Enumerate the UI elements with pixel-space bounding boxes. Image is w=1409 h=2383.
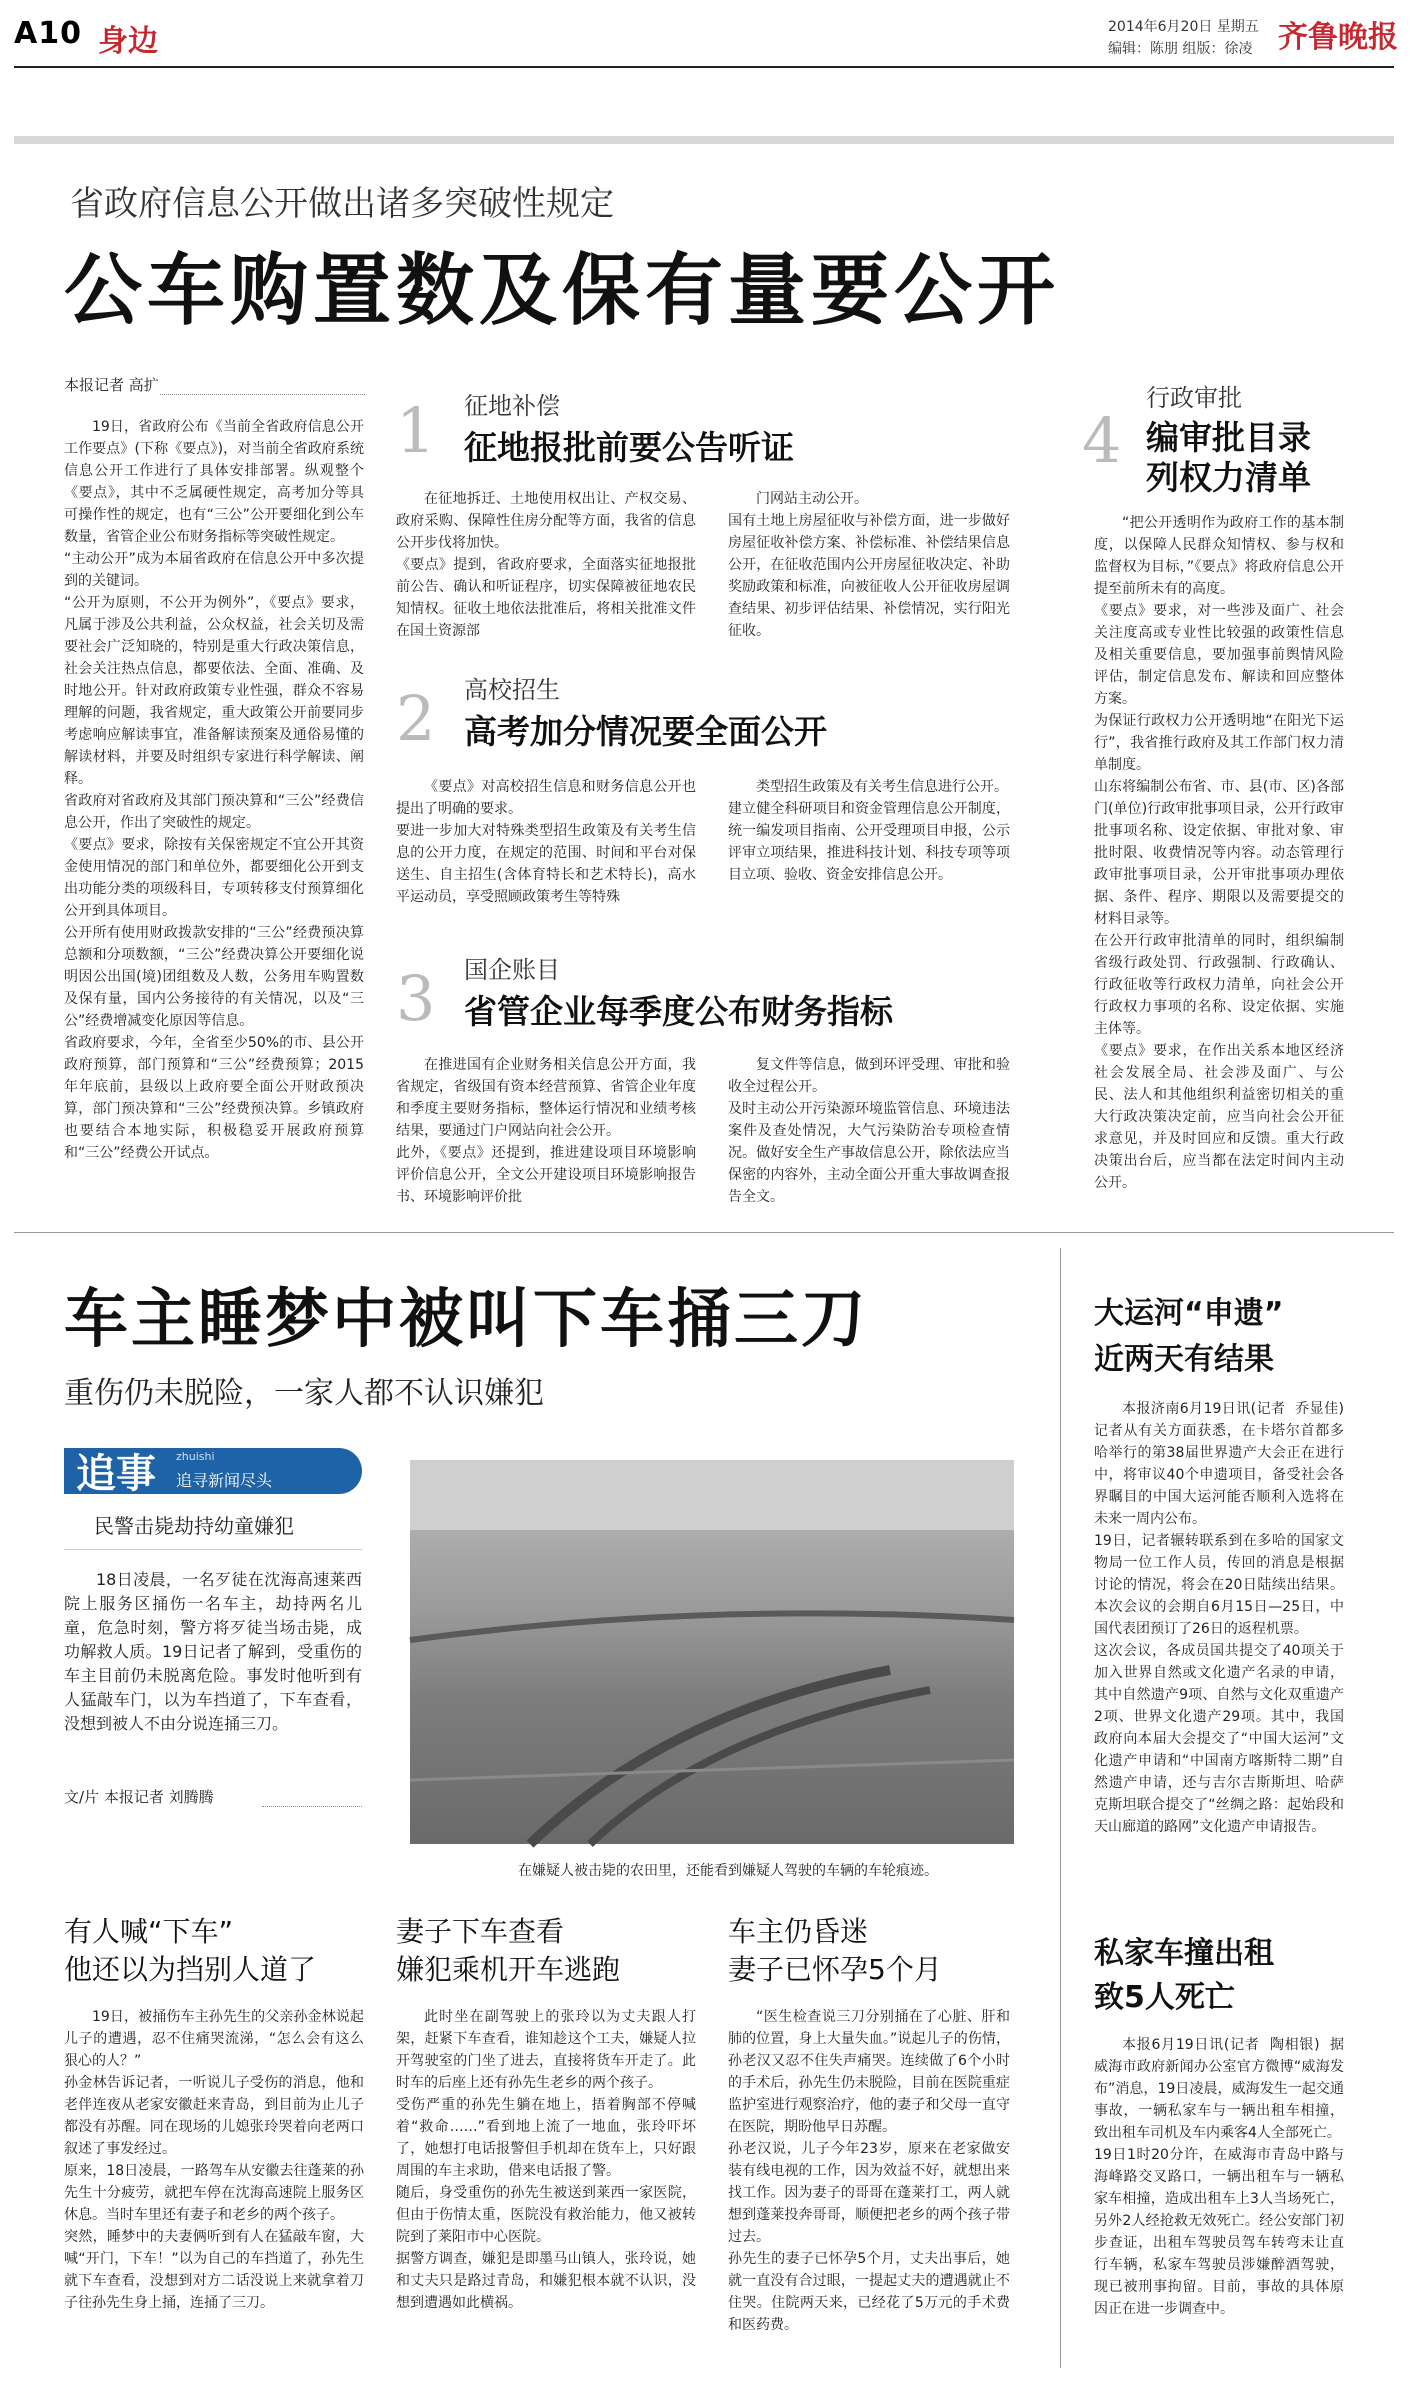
brief-2-body: 本报6月19日讯(记者 陶相银) 据威海市政府新闻办公室官方微博“威海发布”消息，19日凌晨，威海发生一起交通事故，一辆私家车与一辆出租车相撞，致出租车司机及车内乘客4人全部死亡。 19日1时20分许，在威海市青岛中路与海峰路交叉路口，一辆出租车与一辆私家车相撞，造成出租车上3人当场死亡，另外2人经抢救无效死亡。经公安部门初步查证，出租车驾驶员驾车转弯未让直行车辆，私家车驾驶员涉嫌醉酒驾驶，现已被刑事拘留。目前，事故的具体原因正在进一步调查中。 [1094, 2037, 1344, 2317]
field-photo [410, 1460, 1014, 1844]
header-bar [14, 136, 1394, 144]
badge-box [64, 1430, 362, 1550]
section-number: 4 [1082, 404, 1122, 477]
section-kicker: 国企账目 [464, 956, 560, 984]
lead-byline: 本报记者 高扩 [64, 376, 159, 394]
subhead-2-line2: 嫌犯乘机开车逃跑 [396, 1953, 621, 1986]
page-number: A10 [14, 16, 82, 51]
badge-note: 民警击毙劫持幼童嫌犯 [94, 1514, 294, 1538]
story-subhead: 重伤仍未脱险，一家人都不认识嫌犯 [64, 1376, 544, 1411]
subhead-1-line1: 有人喊“下车” [64, 1915, 234, 1948]
lead-headline: 公车购置数及保有量要公开 [64, 246, 1061, 336]
section-kicker: 行政审批 [1146, 384, 1242, 412]
section-body-left: 《要点》对高校招生信息和财务信息公开也提出了明确的要求。 要进一步加大对特殊类型招生政策及有关考生信息的公开力度，在规定的范围、时间和平台对保送生、自主招生(含体育特长和艺术特长)，高水平运动员，享受照顾政策考生等特殊 [396, 779, 696, 905]
header-rule [14, 66, 1394, 68]
story-body-1: 19日，被捅伤车主孙先生的父亲孙金林说起儿子的遭遇，忍不住痛哭流涕，“怎么会有这么狠心的人？” 孙金林告诉记者，一听说儿子受伤的消息，他和老伴连夜从老家安徽赶来青岛，到目前为止儿子都没有苏醒。同在现场的儿媳张玲哭着向老两口叙述了事发经过。 原来，18日凌晨，一路驾车从安徽去往蓬莱的孙先生十分疲劳，就把车停在沈海高速院上服务区休息。当时车里还有妻子和老乡的两个孩子。 突然，睡梦中的夫妻俩听到有人在猛敲车窗，大喊“开门，下车！”以为自己的车挡道了，孙先生就下车查看，没想到对方二话没说上来就拿着刀子往孙先生身上捅，连捅了三刀。 [64, 2009, 364, 2311]
section-body-right: 类型招生政策及有关考生信息进行公开。 建立健全科研项目和资金管理信息公开制度，统一编发项目指南、公开受理项目申报，公示评审立项结果，推进科技计划、科技专项等项目立项、验收、资金安排信息公开。 [728, 779, 1010, 883]
column-divider [1060, 1248, 1061, 2368]
section-body-right: 门网站主动公开。 国有土地上房屋征收与补偿方面，进一步做好房屋征收补偿方案、补偿标准、补偿结果信息公开，在征收范围内公开房屋征收决定、补助奖励政策和标准，向被征收人公开征收房屋调查结果、初步评估结果、补偿情况，实行阳光征收。 [728, 491, 1010, 639]
section-name: 身边 [98, 24, 158, 59]
section-body-left: 在征地拆迁、土地使用权出让、产权交易、政府采购、保障性住房分配等方面，我省的信息公开步伐将加快。 《要点》提到，省政府要求，全面落实征地报批前公告、确认和听证程序，切实保障被征地农民知情权。征收土地依法批准后，将相关批准文件在国土资源部 [396, 491, 696, 639]
section-body: “把公开透明作为政府工作的基本制度，以保障人民群众知情权、参与权和监督权为目标，”《要点》将政府信息公开提至前所未有的高度。 《要点》要求，对一些涉及面广、社会关注度高或专业性比较强的政策性信息及相关重要信息，要加强事前舆情风险评估，制定信息发布、解读和回应整体方案。 为保证行政权力公开透明地“在阳光下运行”，我省推行政府及其工作部门权力清单制度。 山东将编制公布省、市、县(市、区)各部门(单位)行政审批事项目录，公开行政审批事项名称、设定依据、审批对象、审批时限、收费情况等内容。动态管理行政审批事项目录，公开审批事项办理依据、条件、程序、期限以及需要提交的材料目录等。 在公开行政审批清单的同时，组织编制省级行政处罚、行政强制、行政确认、行政征收等行政权力清单，向社会公开行政权力事项的名称、设定依据、实施主体等。 《要点》要求，在作出关系本地区经济社会发展全局、社会涉及面广、与公民、法人和其他组织利益密切相关的重大行政决策决定前，应当向社会公开征求意见，并及时回应和反馈。重大行政决策出台后，应当都在法定时间内主动公开。 [1094, 515, 1344, 1191]
section-title: 省管企业每季度公布财务指标 [464, 992, 893, 1031]
subhead-1-line2: 他还以为挡别人道了 [64, 1953, 317, 1986]
story-byline: 文/片 本报记者 刘腾腾 [64, 1788, 214, 1806]
brief-1-body: 本报济南6月19日讯(记者 乔显佳) 记者从有关方面获悉，在卡塔尔首都多哈举行的第38届世界遗产大会正在进行中，将审议40个申遗项目，备受社会各界瞩目的中国大运河能否顺利入选将在未来一周内公布。 19日，记者辗转联系到在多哈的国家文物局一位工作人员，传回的消息是根据讨论的情况，将会在20日陆续出结果。本次会议的会期自6月15日—25日，中国代表团预订了26日的返程机票。 这次会议，各成员国共提交了40项关于加入世界自然或文化遗产名录的申请，其中自然遗产9项、自然与文化双重遗产2项、世界文化遗产29项。其中，我国政府向本届大会提交了“中国大运河”文化遗产申请和“中国南方喀斯特二期”自然遗产申请，还与吉尔吉斯斯坦、哈萨克斯坦联合提交了“丝绸之路：起始段和天山廊道的路网”文化遗产申请报告。 [1094, 1401, 1344, 1835]
subhead-3-line2: 妻子已怀孕5个月 [728, 1953, 942, 1986]
badge-tag: zhuishi [176, 1450, 215, 1463]
story-body-3: “医生检查说三刀分别捅在了心脏、肝和肺的位置，身上大量失血。”说起儿子的伤情，孙老汉又忍不住失声痛哭。连续做了6个小时的手术后，孙先生仍未脱险，目前在医院重症监护室进行观察治疗，他的妻子和父母一直守在医院，期盼他早日苏醒。 孙老汉说，儿子今年23岁，原来在老家做安装有线电视的工作，因为效益不好，就想出来找工作。因为妻子的哥哥在蓬莱打工，两人就想到蓬莱投奔哥哥，顺便把老乡的两个孩子带过去。 孙先生的妻子已怀孕5个月，丈夫出事后，她就一直没有合过眼，一提起丈夫的遭遇就止不住哭。住院两天来，已经花了5万元的手术费和医药费。 [728, 2009, 1010, 2333]
brief-1-title-line2: 近两天有结果 [1094, 1342, 1274, 1377]
issue-date: 2014年6月20日 星期五 [1108, 19, 1259, 35]
story-intro: 18日凌晨，一名歹徒在沈海高速莱西院上服务区捅伤一名车主，劫持两名儿童，危急时刻，警方将歹徒当场击毙，成功解救人质。19日记者了解到，受重伤的车主目前仍未脱离危险。事发时他听到有人猛敲车门，以为车挡道了，下车查看，没想到被人不由分说连捅三刀。 [64, 1570, 362, 1733]
brief-2-title-line1: 私家车撞出租 [1094, 1936, 1274, 1971]
section-title-line1: 编审批目录 [1146, 418, 1311, 457]
byline-rule [160, 394, 365, 395]
brief-2-title-line2: 致5人死亡 [1094, 1980, 1235, 2015]
subhead-2-line1: 妻子下车查看 [396, 1915, 565, 1948]
story-body-2: 此时坐在副驾驶上的张玲以为丈夫跟人打架，赶紧下车查看，谁知趁这个工夫，嫌疑人拉开驾驶室的门坐了进去，直接将货车开走了。此时车的后座上还有孙先生老乡的两个孩子。 受伤严重的孙先生躺在地上，捂着胸部不停喊着“救命……”看到地上流了一地血，张玲吓坏了，她想打电话报警但手机却在货车上，只好跟周围的车主求助，借来电话报了警。 随后，身受重伤的孙先生被送到莱西一家医院，但由于伤情太重，医院没有救治能力，他又被转院到了莱阳市中心医院。 据警方调查，嫌犯是即墨马山镇人，张玲说，她和丈夫只是路过青岛，和嫌犯根本就不认识，没想到遭遇如此横祸。 [396, 2009, 696, 2311]
lead-kicker: 省政府信息公开做出诸多突破性规定 [70, 184, 614, 224]
lead-body: 19日，省政府公布《当前全省政府信息公开工作要点》(下称《要点》)，对当前全省政府系统信息公开工作进行了具体安排部署。纵观整个《要点》，其中不乏属硬性规定，高考加分等具可操作性的规定，也有“三公”公开要细化到公车数量，省管企业公布财务指标等突破性规定。 “主动公开”成为本届省政府在信息公开中多次提到的关键词。 “公开为原则，不公开为例外”，《要点》要求，凡属于涉及公共利益，公众权益，社会关切及需要社会广泛知晓的，特别是重大行政决策信息，社会关注热点信息，都要依法、全面、准确、及时地公开。针对政府政策专业性强，群众不容易理解的问题，我省规定，重大政策公开前要同步考虑响应解读事宜，准备解读预案及通俗易懂的解读材料，并要及时组织专家进行科学解读、阐释。 省政府对省政府及其部门预决算和“三公”经费信息公开，作出了突破性的规定。 《要点》要求，除按有关保密规定不宜公开其资金使用情况的部门和单位外，都要细化公开到支出功能分类的项级科目，专项转移支付预算细化公开到具体项目。 公开所有使用财政拨款安排的“三公”经费预决算总额和分项数额，“三公”经费决算公开要细化说明因公出国(境)团组数及人数，公务用车购置数及保有量，国内公务接待的有关情况，以及“三公”经费增减变化原因等信息。 省政府要求，今年，全省至少50%的市、县公开政府预算，部门预算和“三公”经费预算；2015年年底前，县级以上政府要全面公开财政预决算，部门预决算和“三公”经费预决算。乡镇政府也要结合本地实际，积极稳妥开展政府预算和“三公”经费公开试点。 [64, 419, 364, 1161]
subhead-3-line1: 车主仍昏迷 [728, 1915, 869, 1948]
section-kicker: 高校招生 [464, 676, 560, 704]
section-title: 征地报批前要公告听证 [464, 428, 794, 467]
editors: 编辑：陈朋 组版：徐凌 [1108, 41, 1253, 57]
section-divider [14, 1232, 1394, 1233]
field-photo-texture [410, 1460, 1014, 1844]
section-kicker: 征地补偿 [464, 392, 560, 420]
badge-logo: 追事 [76, 1450, 156, 1497]
section-body-left: 在推进国有企业财务相关信息公开方面，我省规定，省级国有资本经营预算、省管企业年度和季度主要财务指标，整体运行情况和业绩考核结果，要通过门户网站向社会公开。 此外，《要点》还提到，推进建设项目环境影响评价信息公开，全文公开建设项目环境影响报告书、环境影响评价批 [396, 1057, 696, 1205]
brand-logo: 齐鲁晚报 [1278, 20, 1398, 55]
badge-subtitle: 追寻新闻尽头 [176, 1471, 273, 1490]
section-number: 3 [396, 962, 436, 1035]
section-number: 2 [396, 682, 436, 755]
section-number: 1 [396, 394, 436, 467]
section-title: 高考加分情况要全面公开 [464, 712, 827, 751]
section-title-line2: 列权力清单 [1146, 458, 1311, 497]
story-headline: 车主睡梦中被叫下车捅三刀 [64, 1283, 868, 1357]
byline-rule [262, 1806, 362, 1807]
section-body-right: 复文件等信息，做到环评受理、审批和验收全过程公开。 及时主动公开污染源环境监管信息、环境违法案件及查处情况，大气污染防治专项检查情况。做好安全生产事故信息公开，除依法应当保密的内容外，主动全面公开重大事故调查报告全文。 [728, 1057, 1010, 1205]
photo-caption: 在嫌疑人被击毙的农田里，还能看到嫌疑人驾驶的车辆的车轮痕迹。 [518, 1863, 938, 1879]
brief-1-title-line1: 大运河“申遗” [1094, 1296, 1284, 1331]
